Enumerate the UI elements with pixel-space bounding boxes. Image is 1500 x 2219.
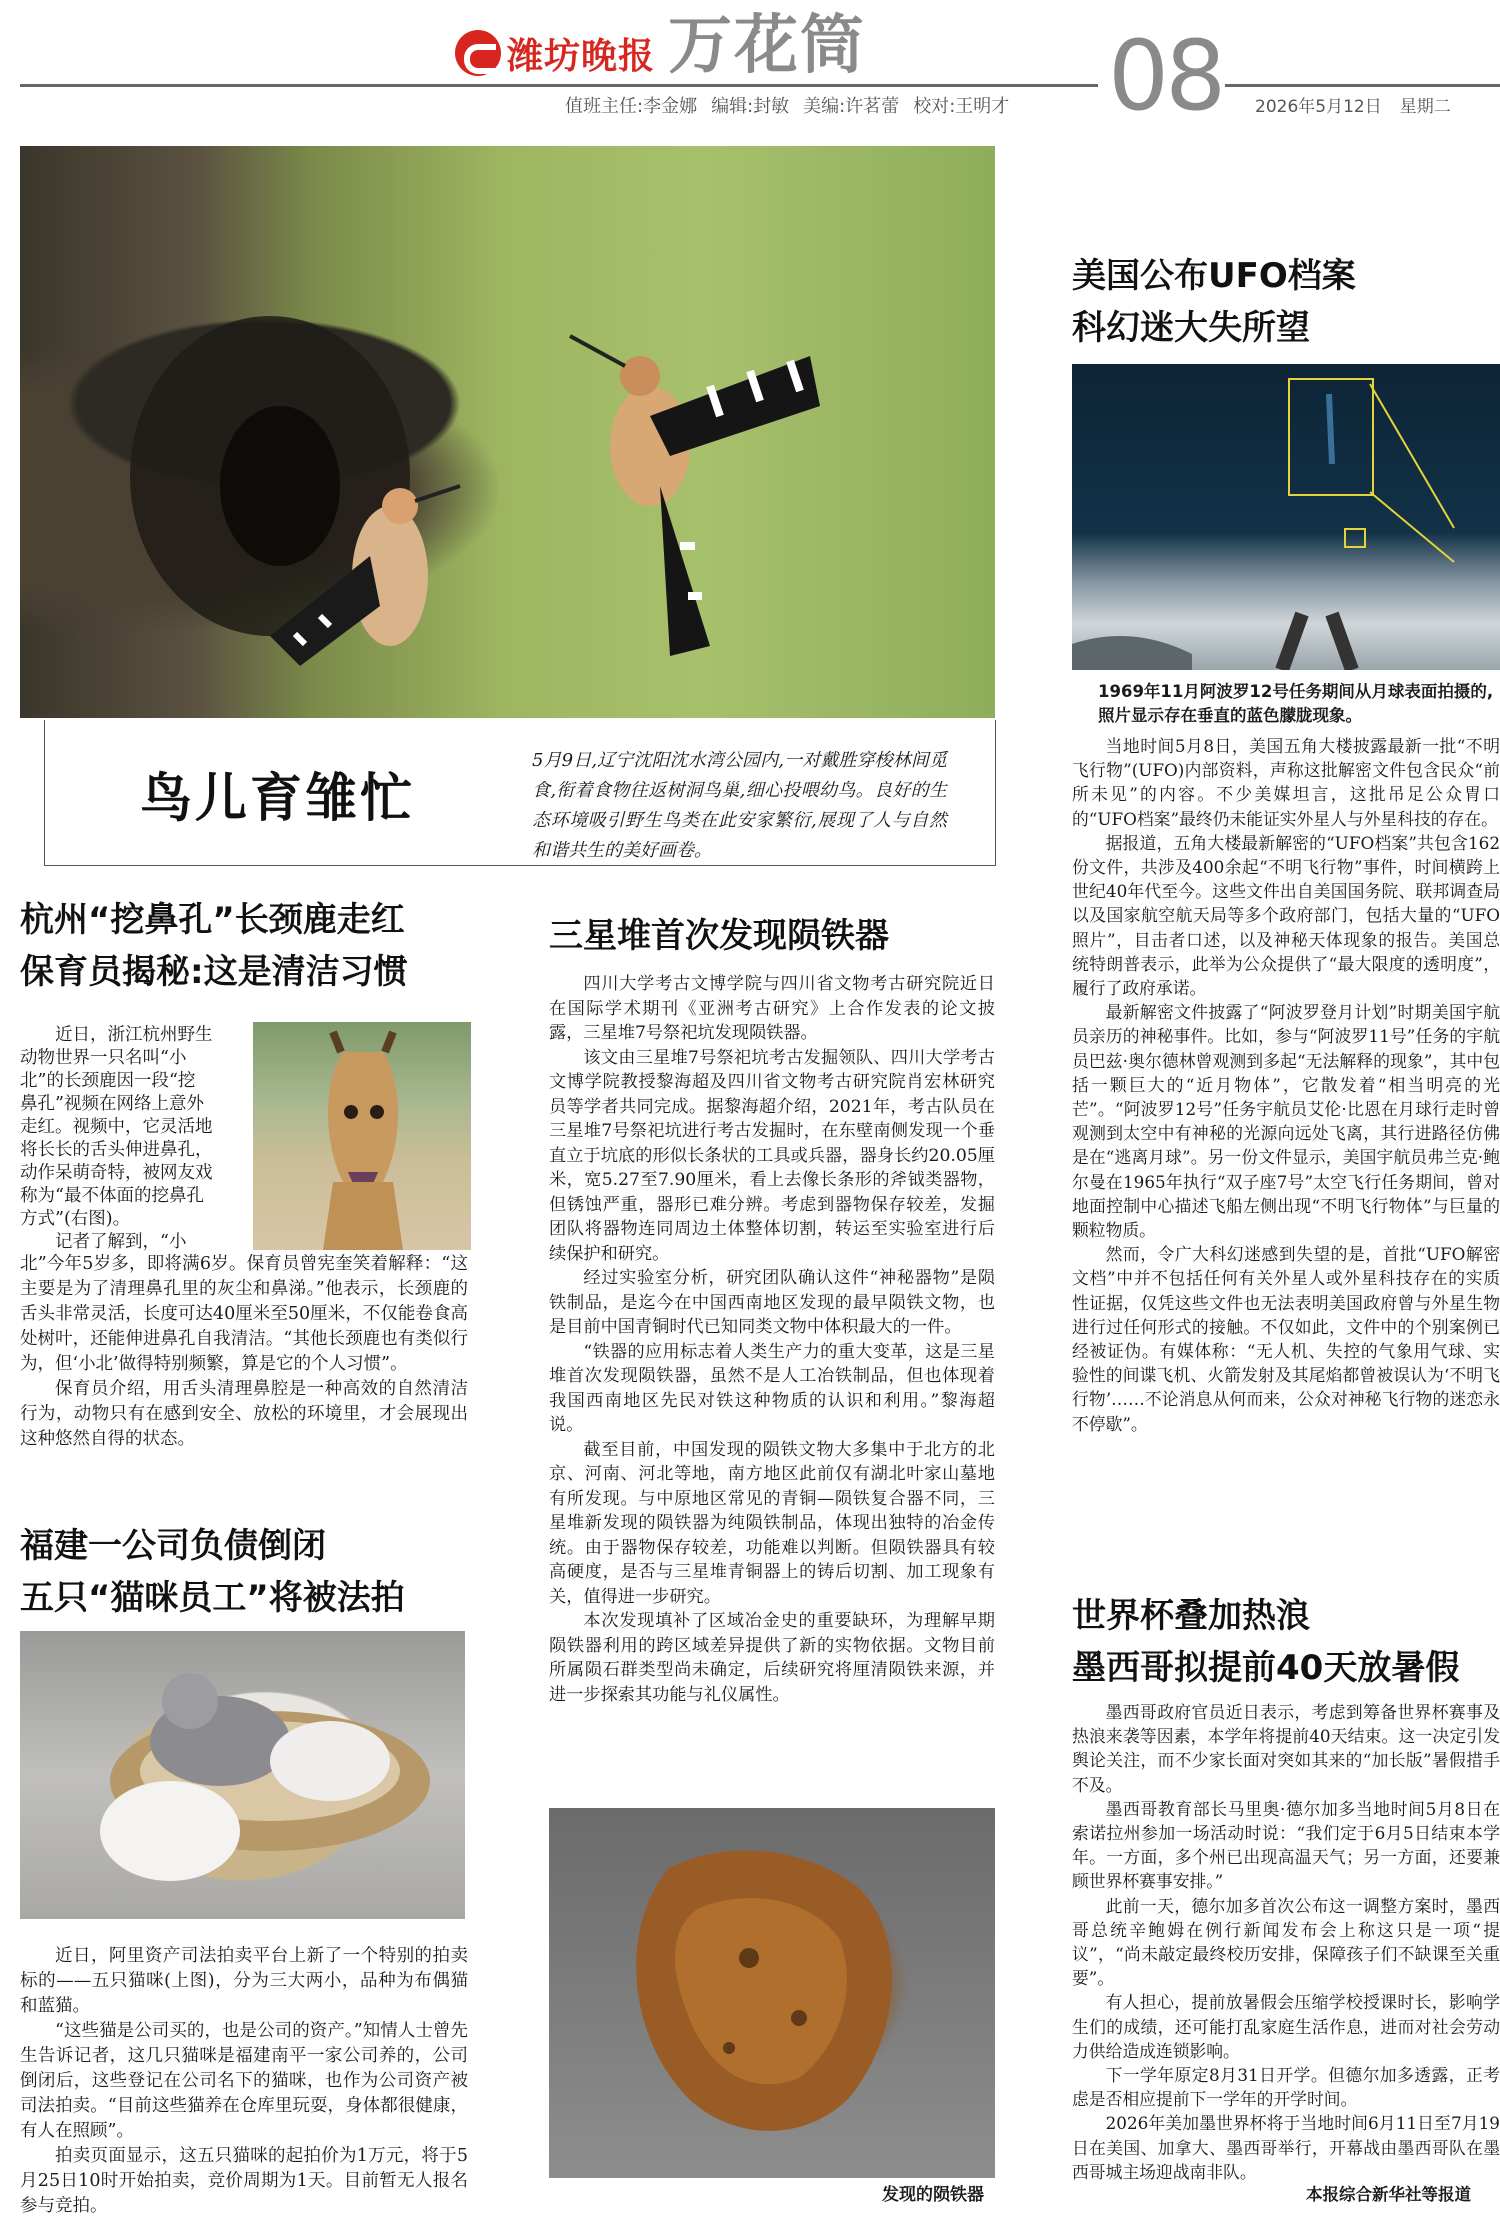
section-title: 万花筒	[668, 9, 866, 83]
giraffe-wrap-line: 动作呆萌奇特，被网友戏	[20, 1163, 213, 1183]
iron-paragraph: 经过实验室分析，研究团队确认这件“神秘器物”是陨铁制品，是迄今在中国西南地区发现的最早陨铁文物，也是目前中国青铜时代已知同类文物中体积最大的一件。	[549, 1268, 995, 1337]
hoopoe-illustration	[20, 146, 995, 718]
giraffe-headline	[20, 894, 408, 998]
cats-illustration	[20, 1631, 465, 1919]
hoopoe-birds-photo	[20, 146, 995, 718]
giraffe-wrap-line: 走红。视频中，它灵活地	[20, 1117, 213, 1137]
meteoric-iron-illustration	[549, 1808, 995, 2178]
staff-editor: 编辑:封敏	[711, 96, 790, 117]
worldcup-paragraph: 此前一天，德尔加多首次公布这一调整方案时，墨西哥总统辛鲍姆在例行新闻发布会上称这只是一项“提议”，“尚未敲定最终校历安排，保障孩子们不缺课至关重要”。	[1072, 1895, 1500, 1989]
ufo-paragraph: 最新解密文件披露了“阿波罗登月计划”时期美国宇航员亲历的神秘事件。比如，参与“阿波罗11号”任务的宇航员巴兹·奥尔德林曾观测到多起“无法解释的现象”，其中包括一颗巨大的“近月物体”，它散发着“相当明亮的光芒”。“阿波罗12号”任务宇航员艾伦·比恩在月球行走时曾观测到太空中有神秘的光源向远处飞离，其行进路径仿佛是在“逃离月球”。另一份文件显示，美国宇航员弗兰克·鲍尔曼在1965年执行“双子座7号”太空飞行任务期间，曾对地面控制中心描述飞船左侧出现“不明飞行物体”与巨量的颗粒物质。	[1072, 1002, 1500, 1241]
worldcup-headline-line2: 墨西哥拟提前40天放暑假	[1072, 1648, 1460, 1688]
worldcup-paragraph: 墨西哥教育部长马里奥·德尔加多当地时间5月8日在索诺拉州参加一场活动时说：“我们定于6月5日结束本学年。一方面，多个州已出现高温天气；另一方面，还要兼顾世界杯赛事安排。”	[1072, 1798, 1500, 1892]
giraffe-wrap-line: 北”的长颈鹿因一段“挖	[20, 1071, 196, 1091]
cats-body	[20, 1944, 468, 2219]
brand-logo-icon	[455, 30, 501, 76]
ufo-headline-line1: 美国公布UFO档案	[1072, 256, 1356, 296]
giraffe-wrap-line: 鼻孔”视频在网络上意外	[20, 1094, 204, 1114]
ufo-paragraph: 当地时间5月8日，美国五角大楼披露最新一批“不明飞行物”(UFO)内部资料，声称这批解密文件包含民众“前所未见”的内容。不少美媒坦言，这批吊足公众胃口的“UFO档案”最终仍未能证实外星人与外星科技的存在。	[1072, 736, 1500, 829]
iron-photo-caption: 发现的陨铁器	[882, 2185, 984, 2205]
page-number: 08	[1108, 20, 1223, 132]
giraffe-photo	[253, 1022, 471, 1250]
giraffe-headline-line2: 保育员揭秘:这是清洁习惯	[20, 952, 408, 992]
giraffe-wrap-line: 动物世界一只名叫“小	[20, 1048, 187, 1068]
iron-body	[549, 972, 995, 1707]
ufo-photo	[1072, 364, 1500, 670]
cats-photo	[20, 1631, 465, 1919]
cats-headline-line1: 福建一公司负债倒闭	[20, 1526, 326, 1566]
staff-chief: 值班主任:李金娜	[565, 96, 698, 117]
cats-paragraph: 近日，阿里资产司法拍卖平台上新了一个特别的拍卖标的——五只猫咪(上图)，分为三大两小，品种为布偶猫和蓝猫。	[20, 1946, 468, 2016]
giraffe-paragraph: 北”今年5岁多，即将满6岁。保育员曾宪奎笑着解释：“这主要是为了清理鼻孔里的灰尘和鼻涕。”他表示，长颈鹿的舌头非常灵活，长度可达40厘米至50厘米，不仅能卷食高处树叶，还能伸进鼻孔自我清洁。“其他长颈鹿也有类似行为，但‘小北’做得特别频繁，算是它的个人习惯”。	[20, 1254, 468, 1374]
meteoric-iron-photo	[549, 1808, 995, 2178]
staff-credits	[565, 92, 1023, 118]
header-rule	[20, 84, 1098, 87]
iron-paragraph: 四川大学考古文博学院与四川省文物考古研究院近日在国际学术期刊《亚洲考古研究》上合作发表的论文披露，三星堆7号祭祀坑发现陨铁器。	[549, 974, 995, 1043]
giraffe-headline-line1: 杭州“挖鼻孔”长颈鹿走红	[20, 900, 405, 940]
staff-proof: 校对:王明才	[913, 96, 1010, 117]
cats-headline-line2: 五只“猫咪员工”将被法拍	[20, 1578, 405, 1618]
giraffe-body	[20, 1252, 468, 1452]
giraffe-wrap-text	[20, 1024, 248, 1254]
giraffe-wrap-line: 称为“最不体面的挖鼻孔	[20, 1186, 204, 1206]
worldcup-paragraph: 下一学年原定8月31日开学。但德尔加多透露，正考虑是否相应提前下一学年的开学时间。	[1072, 2065, 1500, 2110]
giraffe-wrap-line: 记者了解到，“小	[55, 1232, 187, 1252]
iron-paragraph: 该文由三星堆7号祭祀坑考古发掘领队、四川大学考古文博学院教授黎海超及四川省文物考古研究院肖宏林研究员等学者共同完成。据黎海超介绍，2021年，考古队员在三星堆7号祭祀坑进行考古发掘时，在东壁南侧发现一个垂直立于坑底的形似长条状的工具或兵器，器身长约20.05厘米，宽5.27至7.90厘米，看上去像长条形的斧钺类器物，但锈蚀严重，器形已难分辨。考虑到器物保存较差，发掘团队将器物连同周边土体整体切割，转运至实验室进行后续保护和研究。	[549, 1047, 995, 1264]
cats-headline	[20, 1520, 405, 1624]
brand-name: 潍坊晚报	[507, 35, 656, 77]
feature-title: 鸟儿育雏忙	[140, 769, 416, 829]
header-rule-right	[1225, 84, 1500, 87]
ufo-body	[1072, 734, 1500, 1436]
source-credit: 本报综合新华社等报道	[1306, 2185, 1471, 2204]
feature-caption: 5月9日,辽宁沈阳沈水湾公园内,一对戴胜穿梭林间觅食,衔着食物往返树洞鸟巢,细心投喂幼鸟。良好的生态环境吸引野生鸟类在此安家繁衍,展现了人与自然和谐共生的美好画卷。	[532, 750, 947, 861]
iron-paragraph: “铁器的应用标志着人类生产力的重大变革，这是三星堆首次发现陨铁器，虽然不是人工冶铁制品，但也体现着我国西南地区先民对铁这种物质的认识和利用。”黎海超说。	[549, 1341, 995, 1435]
ufo-headline-line2: 科幻迷大失所望	[1072, 308, 1310, 348]
dateline	[1255, 92, 1469, 117]
worldcup-paragraph: 2026年美加墨世界杯将于当地时间6月11日至7月19日在美国、加拿大、墨西哥举行，开幕战由墨西哥队在墨西哥城主场迎战南非队。	[1072, 2113, 1500, 2182]
iron-paragraph: 本次发现填补了区域冶金史的重要缺环，为理解早期陨铁器利用的跨区域差异提供了新的实物依据。文物目前所属陨石群类型尚未确定，后续研究将厘清陨铁来源，并进一步探索其功能与礼仪属性。	[549, 1611, 995, 1705]
worldcup-headline-line1: 世界杯叠加热浪	[1072, 1596, 1310, 1636]
worldcup-paragraph: 墨西哥政府官员近日表示，考虑到筹备世界杯赛事及热浪来袭等因素，本学年将提前40天结束。这一决定引发舆论关注，而不少家长面对突如其来的“加长版”暑假措手不及。	[1072, 1702, 1500, 1795]
staff-art: 美编:许茗蕾	[803, 96, 900, 117]
ufo-photo-caption: 1969年11月阿波罗12号任务期间从月球表面拍摄的,照片显示存在垂直的蓝色朦胧现象。	[1098, 682, 1494, 725]
giraffe-illustration	[253, 1022, 471, 1250]
moon-surface-illustration	[1072, 364, 1500, 670]
iron-paragraph: 截至目前，中国发现的陨铁文物大多集中于北方的北京、河南、河北等地，南方地区此前仅有湖北叶家山墓地有所发现。与中原地区常见的青铜—陨铁复合器不同，三星堆新发现的陨铁器为纯陨铁制品，体现出独特的冶金传统。由于器物保存较差，功能难以判断。但陨铁器具有较高硬度，是否与三星堆青铜器上的铸后切割、加工现象有关，值得进一步研究。	[549, 1439, 995, 1607]
cats-paragraph: 拍卖页面显示，这五只猫咪的起拍价为1万元，将于5月25日10时开始拍卖，竞价周期为1天。目前暂无人报名参与竞拍。	[20, 2146, 468, 2216]
giraffe-wrap-line: 将长长的舌头伸进鼻孔，	[20, 1140, 213, 1160]
cats-paragraph: “这些猫是公司买的，也是公司的资产。”知情人士曾先生告诉记者，这几只猫咪是福建南平一家公司养的，公司倒闭后，这些登记在公司名下的猫咪，也作为公司资产被司法拍卖。“目前这些猫养在仓库里玩耍，身体都很健康，有人在照顾”。	[20, 2021, 468, 2141]
worldcup-body	[1072, 1700, 1500, 2184]
ufo-paragraph: 然而，令广大科幻迷感到失望的是，首批“UFO解密文档”中并不包括任何有关外星人或外星科技存在的实质性证据，仅凭这些文件也无法表明美国政府曾与外星生物进行过任何形式的接触。不仅如此，文件中的个别案例已经被证伪。有媒体称：“无人机、失控的气象用气球、实验性的间谍飞机、火箭发射及其尾焰都曾被误认为‘不明飞行物’……不论消息从何而来，公众对神秘飞行物的迷恋永不停歇”。	[1072, 1244, 1500, 1434]
ufo-headline	[1072, 250, 1356, 354]
ufo-paragraph: 据报道，五角大楼最新解密的“UFO档案”共包含162份文件，共涉及400余起“不明飞行物”事件，时间横跨上世纪40年代至今。这些文件出自美国国务院、联邦调查局以及国家航空航天局等多个政府部门，包括大量的“UFO照片”，目击者口述，以及神秘天体现象的报告。美国总统特朗普表示，此举为公众提供了“最大限度的透明度”，履行了政府承诺。	[1072, 832, 1500, 999]
giraffe-wrap-line: 近日，浙江杭州野生	[55, 1025, 213, 1045]
giraffe-paragraph: 保育员介绍，用舌头清理鼻腔是一种高效的自然清洁行为，动物只有在感到安全、放松的环境里，才会展现出这种悠然自得的状态。	[20, 1379, 468, 1449]
issue-date: 2026年5月12日	[1255, 97, 1382, 117]
worldcup-paragraph: 有人担心，提前放暑假会压缩学校授课时长，影响学生们的成绩，还可能打乱家庭生活作息，进而对社会劳动力供给造成连锁影响。	[1072, 1992, 1500, 2061]
worldcup-headline	[1072, 1590, 1459, 1694]
giraffe-wrap-line: 方式”(右图)。	[20, 1209, 131, 1229]
masthead-brand	[455, 28, 655, 78]
iron-headline: 三星堆首次发现陨铁器	[549, 916, 889, 956]
issue-weekday: 星期二	[1399, 97, 1451, 117]
